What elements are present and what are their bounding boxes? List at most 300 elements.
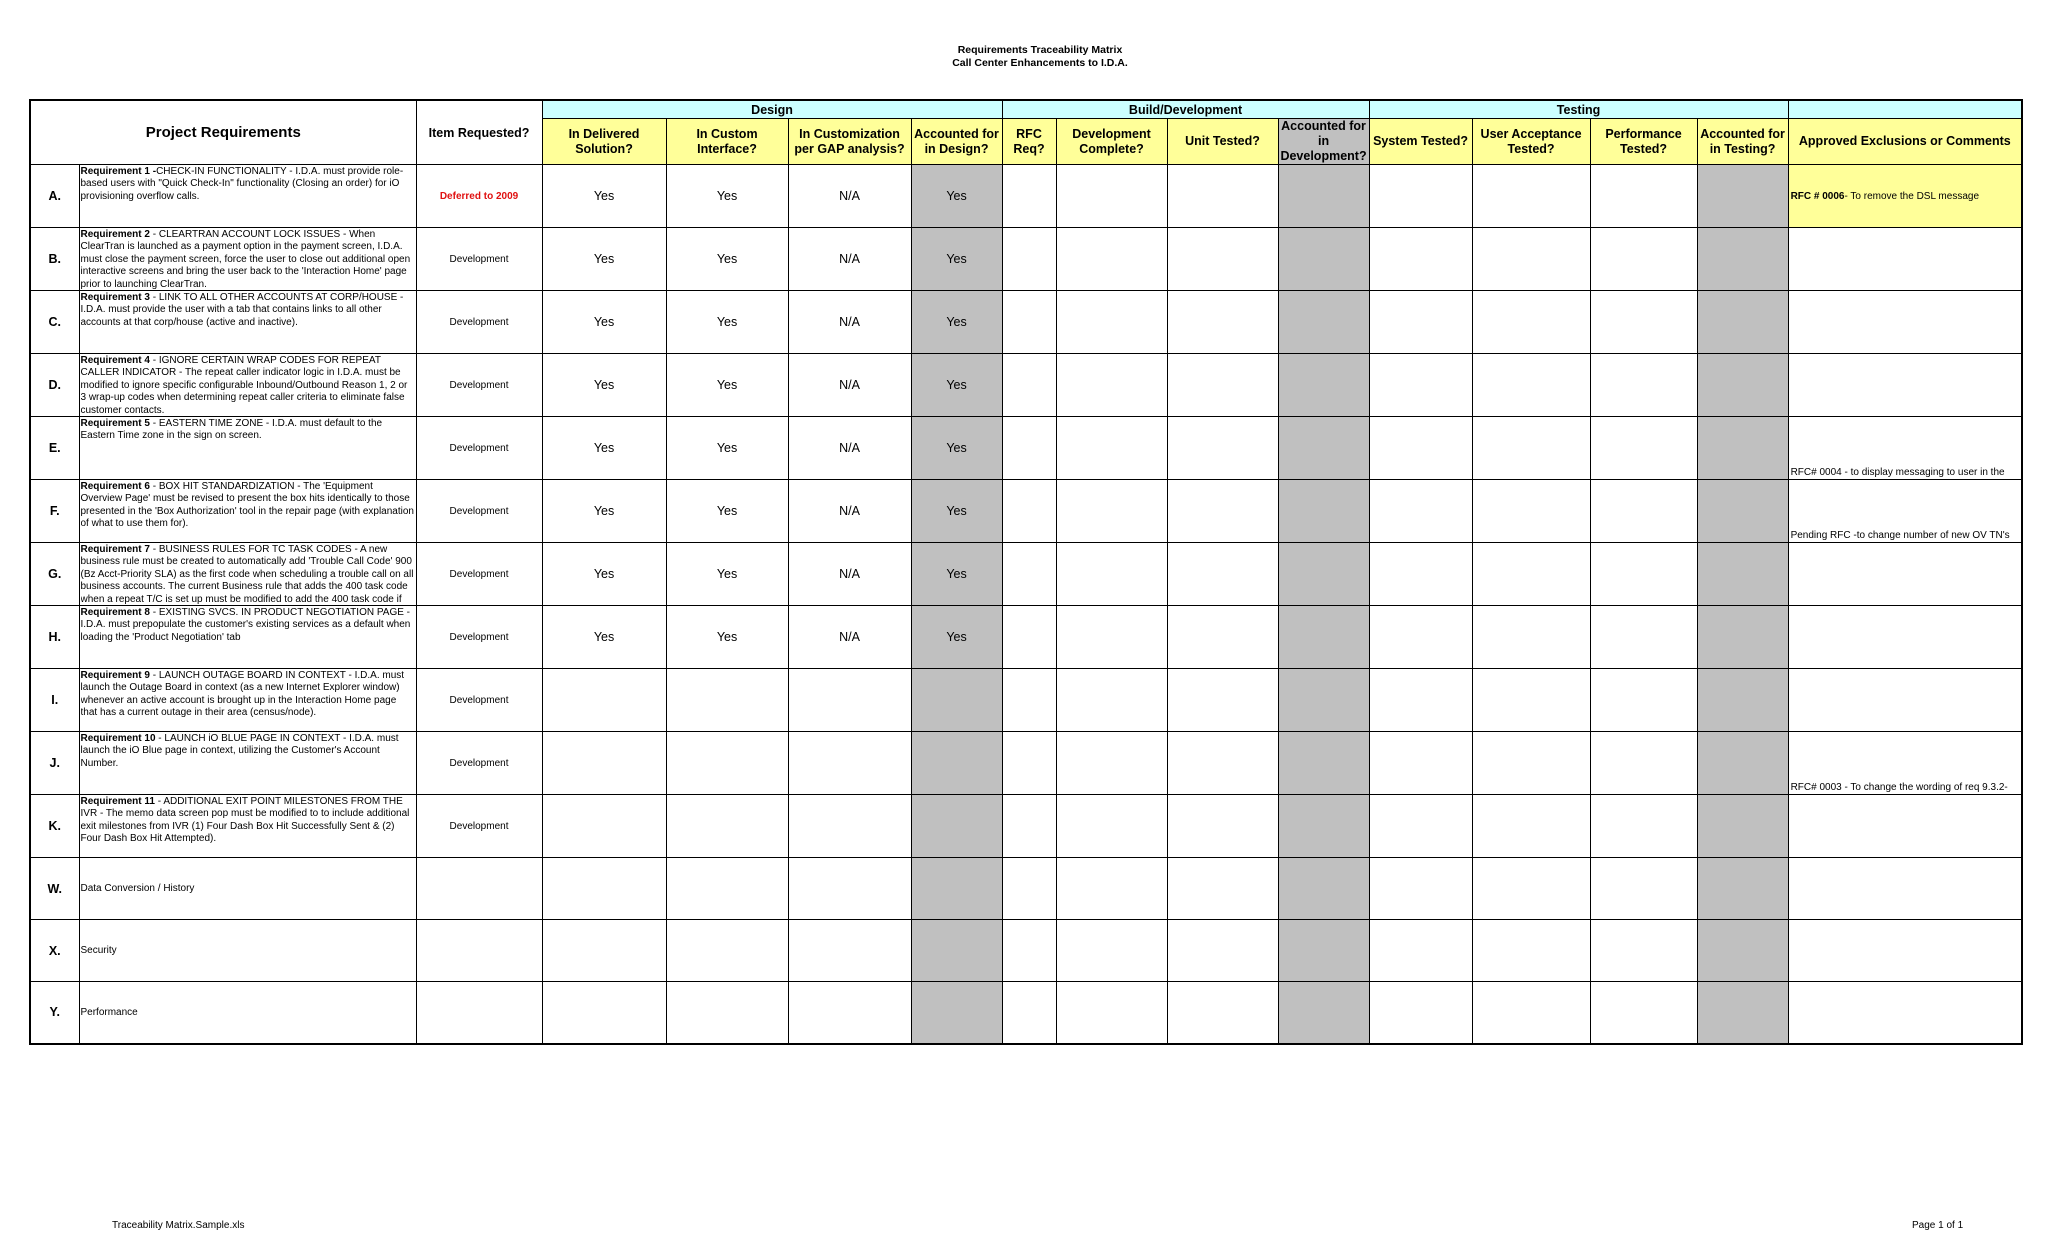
comments-cell bbox=[1788, 354, 2022, 417]
dev-complete-cell bbox=[1056, 606, 1167, 669]
accounted-testing-cell bbox=[1697, 480, 1788, 543]
in-custom-cell bbox=[666, 920, 788, 982]
design-group-header: Design bbox=[542, 100, 1002, 119]
accounted-dev-cell bbox=[1278, 606, 1369, 669]
requirement-title: Requirement 9 bbox=[80, 670, 150, 681]
testing-group-header: Testing bbox=[1369, 100, 1788, 119]
dev-complete-cell bbox=[1056, 543, 1167, 606]
in-delivered-cell: Yes bbox=[542, 417, 666, 480]
requirement-text: - BOX HIT STANDARDIZATION - The 'Equipment Overview Page' must be revised to present the box hits identically to those presented in the 'Box Authorization' tool in the repair page (with explanation of what to use them for). bbox=[80, 481, 414, 530]
requirement-text: - BUSINESS RULES FOR TC TASK CODES - A new business rule must be created to automatically add 'Trouble Call Code' 900 (Bz Acct-Priority SLA) as the first code when scheduling a trouble call on all business accounts. The current Business rule that adds the 400 task code when a repeat T/C is set up must be modified to add the 400 task code if bbox=[80, 544, 414, 605]
user-acceptance-cell bbox=[1472, 228, 1590, 291]
accounted-design-cell: Yes bbox=[911, 228, 1002, 291]
performance-tested-cell bbox=[1590, 291, 1697, 354]
user-acceptance-cell bbox=[1472, 480, 1590, 543]
rfc-req-cell bbox=[1002, 543, 1056, 606]
table-row bbox=[30, 354, 2022, 417]
requirement-description bbox=[79, 920, 416, 982]
requirement-title: Requirement 11 bbox=[80, 796, 155, 807]
in-custom-cell bbox=[666, 982, 788, 1044]
build-group-header: Build/Development bbox=[1002, 100, 1369, 119]
requirement-text: - LAUNCH iO BLUE PAGE IN CONTEXT - I.D.A. must launch the iO Blue page in context, utilizing the Customer's Account Number. bbox=[80, 733, 399, 769]
accounted-dev-cell bbox=[1278, 480, 1369, 543]
user-acceptance-cell bbox=[1472, 982, 1590, 1044]
dev-complete-cell bbox=[1056, 732, 1167, 795]
table-row bbox=[30, 543, 2022, 606]
requirement-text: - EASTERN TIME ZONE - I.D.A. must default to the Eastern Time zone in the sign on screen. bbox=[80, 418, 383, 442]
in-delivered-cell bbox=[542, 732, 666, 795]
in-delivered-cell bbox=[542, 669, 666, 732]
accounted-design-cell bbox=[911, 920, 1002, 982]
comments-cell bbox=[1788, 920, 2022, 982]
requirement-title: Requirement 10 bbox=[80, 733, 156, 744]
item-requested-cell: Development bbox=[416, 795, 542, 858]
accounted-testing-header: Accounted for in Testing? bbox=[1697, 119, 1788, 165]
accounted-design-cell: Yes bbox=[911, 417, 1002, 480]
unit-tested-header: Unit Tested? bbox=[1167, 119, 1278, 165]
accounted-testing-cell bbox=[1697, 228, 1788, 291]
accounted-design-cell: Yes bbox=[911, 543, 1002, 606]
comments-cell bbox=[1788, 606, 2022, 669]
in-delivered-cell: Yes bbox=[542, 291, 666, 354]
user-acceptance-header: User Acceptance Tested? bbox=[1472, 119, 1590, 165]
in-custom-cell: Yes bbox=[666, 543, 788, 606]
accounted-design-cell: Yes bbox=[911, 291, 1002, 354]
row-letter: H. bbox=[30, 606, 79, 669]
rfc-req-cell bbox=[1002, 982, 1056, 1044]
table-row bbox=[30, 228, 2022, 291]
in-customization-cell bbox=[788, 732, 911, 795]
requirement-description bbox=[79, 480, 416, 543]
footer-filename: Traceability Matrix.Sample.xls bbox=[112, 1220, 245, 1231]
row-letter: G. bbox=[30, 543, 79, 606]
in-customization-cell: N/A bbox=[788, 480, 911, 543]
requirement-description-text bbox=[81, 292, 416, 353]
system-tested-cell bbox=[1369, 669, 1472, 732]
dev-complete-cell bbox=[1056, 228, 1167, 291]
requirement-title: Requirement 1 - bbox=[80, 166, 157, 177]
rfc-req-cell bbox=[1002, 732, 1056, 795]
rfc-req-cell bbox=[1002, 795, 1056, 858]
accounted-testing-cell bbox=[1697, 920, 1788, 982]
accounted-testing-cell bbox=[1697, 165, 1788, 228]
accounted-design-cell: Yes bbox=[911, 606, 1002, 669]
performance-tested-cell bbox=[1590, 920, 1697, 982]
dev-complete-cell bbox=[1056, 920, 1167, 982]
in-customization-cell: N/A bbox=[788, 543, 911, 606]
user-acceptance-cell bbox=[1472, 606, 1590, 669]
requirement-text: - EXISTING SVCS. IN PRODUCT NEGOTIATION PAGE - I.D.A. must prepopulate the customer's existing services as a default when loading the 'Product Negotiation' tab bbox=[80, 607, 411, 643]
requirement-description-text bbox=[81, 229, 416, 290]
table-row bbox=[30, 795, 2022, 858]
requirement-text: CHECK-IN FUNCTIONALITY - I.D.A. must provide role-based users with "Quick Check-In" functionality (Closing an order) for iO provisioning overflow calls. bbox=[80, 166, 404, 202]
in-customization-cell: N/A bbox=[788, 228, 911, 291]
requirements-body bbox=[30, 165, 2022, 1044]
in-custom-cell bbox=[666, 858, 788, 920]
rfc-req-cell bbox=[1002, 669, 1056, 732]
user-acceptance-cell bbox=[1472, 920, 1590, 982]
user-acceptance-cell bbox=[1472, 858, 1590, 920]
rfc-req-cell bbox=[1002, 480, 1056, 543]
in-custom-cell: Yes bbox=[666, 165, 788, 228]
table-row bbox=[30, 165, 2022, 228]
accounted-dev-cell bbox=[1278, 291, 1369, 354]
unit-tested-cell bbox=[1167, 795, 1278, 858]
in-delivered-header: In Delivered Solution? bbox=[542, 119, 666, 165]
performance-tested-cell bbox=[1590, 165, 1697, 228]
unit-tested-cell bbox=[1167, 858, 1278, 920]
requirement-title: Requirement 7 bbox=[80, 544, 150, 555]
unit-tested-cell bbox=[1167, 920, 1278, 982]
rfc-req-cell bbox=[1002, 165, 1056, 228]
requirement-description-text bbox=[81, 607, 416, 668]
requirement-title: Requirement 2 bbox=[80, 229, 150, 240]
accounted-dev-cell bbox=[1278, 920, 1369, 982]
unit-tested-cell bbox=[1167, 291, 1278, 354]
system-tested-header: System Tested? bbox=[1369, 119, 1472, 165]
accounted-testing-cell bbox=[1697, 606, 1788, 669]
accounted-dev-cell bbox=[1278, 354, 1369, 417]
dev-complete-cell bbox=[1056, 480, 1167, 543]
rfc-req-cell bbox=[1002, 858, 1056, 920]
requirement-text: Data Conversion / History bbox=[80, 882, 195, 894]
requirement-description bbox=[79, 732, 416, 795]
unit-tested-cell bbox=[1167, 669, 1278, 732]
row-letter: B. bbox=[30, 228, 79, 291]
accounted-testing-cell bbox=[1697, 982, 1788, 1044]
in-customization-cell: N/A bbox=[788, 165, 911, 228]
system-tested-cell bbox=[1369, 795, 1472, 858]
in-custom-cell bbox=[666, 795, 788, 858]
system-tested-cell bbox=[1369, 480, 1472, 543]
performance-tested-cell bbox=[1590, 795, 1697, 858]
accounted-testing-cell bbox=[1697, 354, 1788, 417]
accounted-testing-cell bbox=[1697, 543, 1788, 606]
in-delivered-cell: Yes bbox=[542, 480, 666, 543]
project-requirements-header: Project Requirements bbox=[30, 100, 416, 165]
performance-tested-cell bbox=[1590, 228, 1697, 291]
dev-complete-cell bbox=[1056, 417, 1167, 480]
item-requested-cell bbox=[416, 982, 542, 1044]
requirement-description bbox=[79, 606, 416, 669]
system-tested-cell bbox=[1369, 291, 1472, 354]
row-letter: X. bbox=[30, 920, 79, 982]
in-delivered-cell bbox=[542, 982, 666, 1044]
accounted-dev-cell bbox=[1278, 228, 1369, 291]
requirement-description bbox=[79, 795, 416, 858]
accounted-design-cell: Yes bbox=[911, 354, 1002, 417]
unit-tested-cell bbox=[1167, 732, 1278, 795]
user-acceptance-cell bbox=[1472, 795, 1590, 858]
requirement-description bbox=[79, 982, 416, 1044]
comments-cell bbox=[1788, 732, 2022, 795]
accounted-testing-cell bbox=[1697, 732, 1788, 795]
requirement-description-text bbox=[81, 166, 416, 227]
comments-cell bbox=[1788, 982, 2022, 1044]
accounted-dev-cell bbox=[1278, 417, 1369, 480]
in-customization-cell bbox=[788, 858, 911, 920]
requirement-description-text bbox=[81, 883, 416, 895]
in-custom-cell: Yes bbox=[666, 606, 788, 669]
accounted-design-cell bbox=[911, 669, 1002, 732]
system-tested-cell bbox=[1369, 228, 1472, 291]
table-row bbox=[30, 480, 2022, 543]
user-acceptance-cell bbox=[1472, 165, 1590, 228]
in-delivered-cell: Yes bbox=[542, 606, 666, 669]
accounted-dev-cell bbox=[1278, 543, 1369, 606]
rfc-req-cell bbox=[1002, 920, 1056, 982]
rfc-req-header: RFC Req? bbox=[1002, 119, 1056, 165]
in-customization-cell: N/A bbox=[788, 291, 911, 354]
performance-tested-cell bbox=[1590, 858, 1697, 920]
system-tested-cell bbox=[1369, 606, 1472, 669]
title-line-2: Call Center Enhancements to I.D.A. bbox=[952, 57, 1128, 69]
dev-complete-cell bbox=[1056, 165, 1167, 228]
comments-cell bbox=[1788, 858, 2022, 920]
requirement-text: Performance bbox=[80, 1006, 138, 1018]
in-custom-cell: Yes bbox=[666, 354, 788, 417]
accounted-design-header: Accounted for in Design? bbox=[911, 119, 1002, 165]
row-letter: E. bbox=[30, 417, 79, 480]
requirement-description-text bbox=[81, 481, 416, 542]
accounted-dev-cell bbox=[1278, 669, 1369, 732]
comments-cell bbox=[1788, 669, 2022, 732]
user-acceptance-cell bbox=[1472, 732, 1590, 795]
accounted-design-cell: Yes bbox=[911, 480, 1002, 543]
row-letter: A. bbox=[30, 165, 79, 228]
in-customization-cell bbox=[788, 920, 911, 982]
accounted-dev-cell bbox=[1278, 165, 1369, 228]
item-requested-cell: Development bbox=[416, 480, 542, 543]
requirement-title: Requirement 5 bbox=[80, 418, 150, 429]
rfc-req-cell bbox=[1002, 417, 1056, 480]
system-tested-cell bbox=[1369, 354, 1472, 417]
rfc-req-cell bbox=[1002, 228, 1056, 291]
rfc-req-cell bbox=[1002, 606, 1056, 669]
group-header-row bbox=[30, 100, 2022, 119]
item-requested-header: Item Requested? bbox=[416, 100, 542, 165]
accounted-testing-cell bbox=[1697, 795, 1788, 858]
requirement-title: Requirement 4 bbox=[80, 355, 150, 366]
in-delivered-cell: Yes bbox=[542, 354, 666, 417]
requirement-title: Requirement 3 bbox=[80, 292, 150, 303]
row-letter: C. bbox=[30, 291, 79, 354]
dev-complete-cell bbox=[1056, 858, 1167, 920]
user-acceptance-cell bbox=[1472, 291, 1590, 354]
requirement-text: - IGNORE CERTAIN WRAP CODES FOR REPEAT CALLER INDICATOR - The repeat caller indicator logic in I.D.A. must be modified to ignore specific configurable Inbound/Outbound Reason 1, 2 or 3 wrap-up codes when determining repeat caller criteria to eliminate false customer contacts. bbox=[80, 355, 408, 416]
comment-text: Pending RFC -to change number of new OV TN's bbox=[1790, 530, 2010, 541]
table-row bbox=[30, 732, 2022, 795]
performance-tested-cell bbox=[1590, 606, 1697, 669]
table-row bbox=[30, 606, 2022, 669]
requirement-description-text bbox=[81, 733, 416, 794]
accounted-dev-cell bbox=[1278, 795, 1369, 858]
comment-text: RFC# 0004 - to display messaging to user in the bbox=[1790, 467, 2005, 478]
footer-page-number: Page 1 of 1 bbox=[1912, 1220, 1964, 1231]
traceability-matrix-table bbox=[29, 99, 2023, 1045]
item-requested-cell: Development bbox=[416, 543, 542, 606]
comments-cell bbox=[1788, 165, 2022, 228]
requirement-description-text bbox=[81, 355, 416, 416]
comment-rfc-number: RFC # 0006 bbox=[1790, 190, 1845, 202]
accounted-design-cell: Yes bbox=[911, 165, 1002, 228]
requirement-description-text bbox=[81, 945, 416, 957]
user-acceptance-cell bbox=[1472, 417, 1590, 480]
system-tested-cell bbox=[1369, 858, 1472, 920]
dev-complete-header: Development Complete? bbox=[1056, 119, 1167, 165]
system-tested-cell bbox=[1369, 982, 1472, 1044]
table-row bbox=[30, 291, 2022, 354]
comment-text: RFC# 0003 - To change the wording of req 9.3.2- bbox=[1790, 782, 2008, 793]
unit-tested-cell bbox=[1167, 417, 1278, 480]
comments-cell bbox=[1788, 228, 2022, 291]
in-customization-cell bbox=[788, 669, 911, 732]
unit-tested-cell bbox=[1167, 606, 1278, 669]
in-custom-cell: Yes bbox=[666, 228, 788, 291]
comment-text: - To remove the DSL message bbox=[1844, 190, 1980, 202]
unit-tested-cell bbox=[1167, 480, 1278, 543]
rfc-req-cell bbox=[1002, 354, 1056, 417]
in-custom-cell bbox=[666, 732, 788, 795]
approved-exclusions-header: Approved Exclusions or Comments bbox=[1788, 119, 2022, 165]
requirement-text: - CLEARTRAN ACCOUNT LOCK ISSUES - When ClearTran is launched as a payment option in the payment screen, I.D.A. must close the payment screen, force the user to close out additional open interactive screens and bring the user back to the 'Interaction Home' page prior to launching ClearTran. bbox=[80, 229, 411, 290]
accounted-design-cell bbox=[911, 982, 1002, 1044]
user-acceptance-cell bbox=[1472, 669, 1590, 732]
accounted-dev-cell bbox=[1278, 858, 1369, 920]
requirement-text: - ADDITIONAL EXIT POINT MILESTONES FROM THE IVR - The memo data screen pop must be modified to to include additional exit milestones from IVR (1) Four Dash Box Hit Successfully Sent & (2) Four Dash Box Hit Attempted). bbox=[80, 796, 410, 845]
in-custom-cell: Yes bbox=[666, 480, 788, 543]
unit-tested-cell bbox=[1167, 543, 1278, 606]
requirement-description bbox=[79, 354, 416, 417]
accounted-testing-cell bbox=[1697, 858, 1788, 920]
unit-tested-cell bbox=[1167, 165, 1278, 228]
accounted-design-cell bbox=[911, 795, 1002, 858]
comments-cell bbox=[1788, 291, 2022, 354]
accounted-testing-cell bbox=[1697, 417, 1788, 480]
requirement-description bbox=[79, 228, 416, 291]
row-letter: F. bbox=[30, 480, 79, 543]
requirement-description bbox=[79, 543, 416, 606]
accounted-testing-cell bbox=[1697, 291, 1788, 354]
table-row bbox=[30, 669, 2022, 732]
in-customization-cell bbox=[788, 795, 911, 858]
comments-cell bbox=[1788, 417, 2022, 480]
in-delivered-cell: Yes bbox=[542, 228, 666, 291]
in-custom-cell bbox=[666, 669, 788, 732]
performance-tested-cell bbox=[1590, 480, 1697, 543]
table-row bbox=[30, 858, 2022, 920]
item-requested-cell bbox=[416, 858, 542, 920]
title-line-1: Requirements Traceability Matrix bbox=[957, 44, 1123, 56]
performance-tested-cell bbox=[1590, 669, 1697, 732]
item-requested-cell: Development bbox=[416, 291, 542, 354]
row-letter: I. bbox=[30, 669, 79, 732]
in-customization-header: In Customization per GAP analysis? bbox=[788, 119, 911, 165]
unit-tested-cell bbox=[1167, 354, 1278, 417]
in-delivered-cell bbox=[542, 920, 666, 982]
item-requested-cell: Development bbox=[416, 732, 542, 795]
requirement-description-text bbox=[81, 796, 416, 857]
comments-cell bbox=[1788, 795, 2022, 858]
in-custom-cell: Yes bbox=[666, 291, 788, 354]
item-requested-cell: Development bbox=[416, 417, 542, 480]
row-letter: D. bbox=[30, 354, 79, 417]
document-title bbox=[0, 44, 2048, 70]
rfc-req-cell bbox=[1002, 291, 1056, 354]
performance-tested-header: Performance Tested? bbox=[1590, 119, 1697, 165]
in-customization-cell: N/A bbox=[788, 417, 911, 480]
table-row bbox=[30, 982, 2022, 1044]
row-letter: Y. bbox=[30, 982, 79, 1044]
requirement-description-text bbox=[81, 1007, 416, 1019]
item-requested-cell: Development bbox=[416, 606, 542, 669]
requirement-description bbox=[79, 669, 416, 732]
dev-complete-cell bbox=[1056, 669, 1167, 732]
performance-tested-cell bbox=[1590, 417, 1697, 480]
requirement-description bbox=[79, 858, 416, 920]
item-requested-cell: Development bbox=[416, 228, 542, 291]
unit-tested-cell bbox=[1167, 982, 1278, 1044]
dev-complete-cell bbox=[1056, 354, 1167, 417]
in-customization-cell: N/A bbox=[788, 354, 911, 417]
requirement-description bbox=[79, 291, 416, 354]
in-customization-cell: N/A bbox=[788, 606, 911, 669]
system-tested-cell bbox=[1369, 543, 1472, 606]
item-requested-cell bbox=[416, 920, 542, 982]
row-letter: W. bbox=[30, 858, 79, 920]
dev-complete-cell bbox=[1056, 982, 1167, 1044]
item-requested-cell: Development bbox=[416, 669, 542, 732]
requirement-description bbox=[79, 165, 416, 228]
in-custom-header: In Custom Interface? bbox=[666, 119, 788, 165]
requirement-text: Security bbox=[80, 944, 117, 956]
in-delivered-cell bbox=[542, 795, 666, 858]
user-acceptance-cell bbox=[1472, 354, 1590, 417]
dev-complete-cell bbox=[1056, 795, 1167, 858]
system-tested-cell bbox=[1369, 920, 1472, 982]
performance-tested-cell bbox=[1590, 354, 1697, 417]
table-row bbox=[30, 920, 2022, 982]
in-delivered-cell: Yes bbox=[542, 165, 666, 228]
accounted-dev-cell bbox=[1278, 982, 1369, 1044]
requirement-text: - LAUNCH OUTAGE BOARD IN CONTEXT - I.D.A. must launch the Outage Board in context (as a new Internet Explorer window) whenever an active account is brought up in the Interaction Home page that has a current outage in their area (census/node). bbox=[80, 670, 405, 719]
performance-tested-cell bbox=[1590, 982, 1697, 1044]
comments-cell bbox=[1788, 480, 2022, 543]
system-tested-cell bbox=[1369, 165, 1472, 228]
table-row bbox=[30, 417, 2022, 480]
user-acceptance-cell bbox=[1472, 543, 1590, 606]
requirement-text: - LINK TO ALL OTHER ACCOUNTS AT CORP/HOUSE - I.D.A. must provide the user with a tab that contains links to all other accounts at that corp/house (active and inactive). bbox=[80, 292, 404, 328]
accounted-design-cell bbox=[911, 732, 1002, 795]
comments-cell bbox=[1788, 543, 2022, 606]
accounted-testing-cell bbox=[1697, 669, 1788, 732]
in-delivered-cell bbox=[542, 858, 666, 920]
performance-tested-cell bbox=[1590, 732, 1697, 795]
system-tested-cell bbox=[1369, 732, 1472, 795]
in-customization-cell bbox=[788, 982, 911, 1044]
row-letter: J. bbox=[30, 732, 79, 795]
accounted-dev-cell bbox=[1278, 732, 1369, 795]
dev-complete-cell bbox=[1056, 291, 1167, 354]
unit-tested-cell bbox=[1167, 228, 1278, 291]
requirement-description-text bbox=[81, 670, 416, 731]
requirement-description bbox=[79, 417, 416, 480]
item-requested-cell: Development bbox=[416, 354, 542, 417]
accounted-design-cell bbox=[911, 858, 1002, 920]
comments-group-header bbox=[1788, 100, 2022, 119]
requirement-description-text bbox=[81, 418, 416, 479]
requirement-description-text bbox=[81, 544, 416, 605]
